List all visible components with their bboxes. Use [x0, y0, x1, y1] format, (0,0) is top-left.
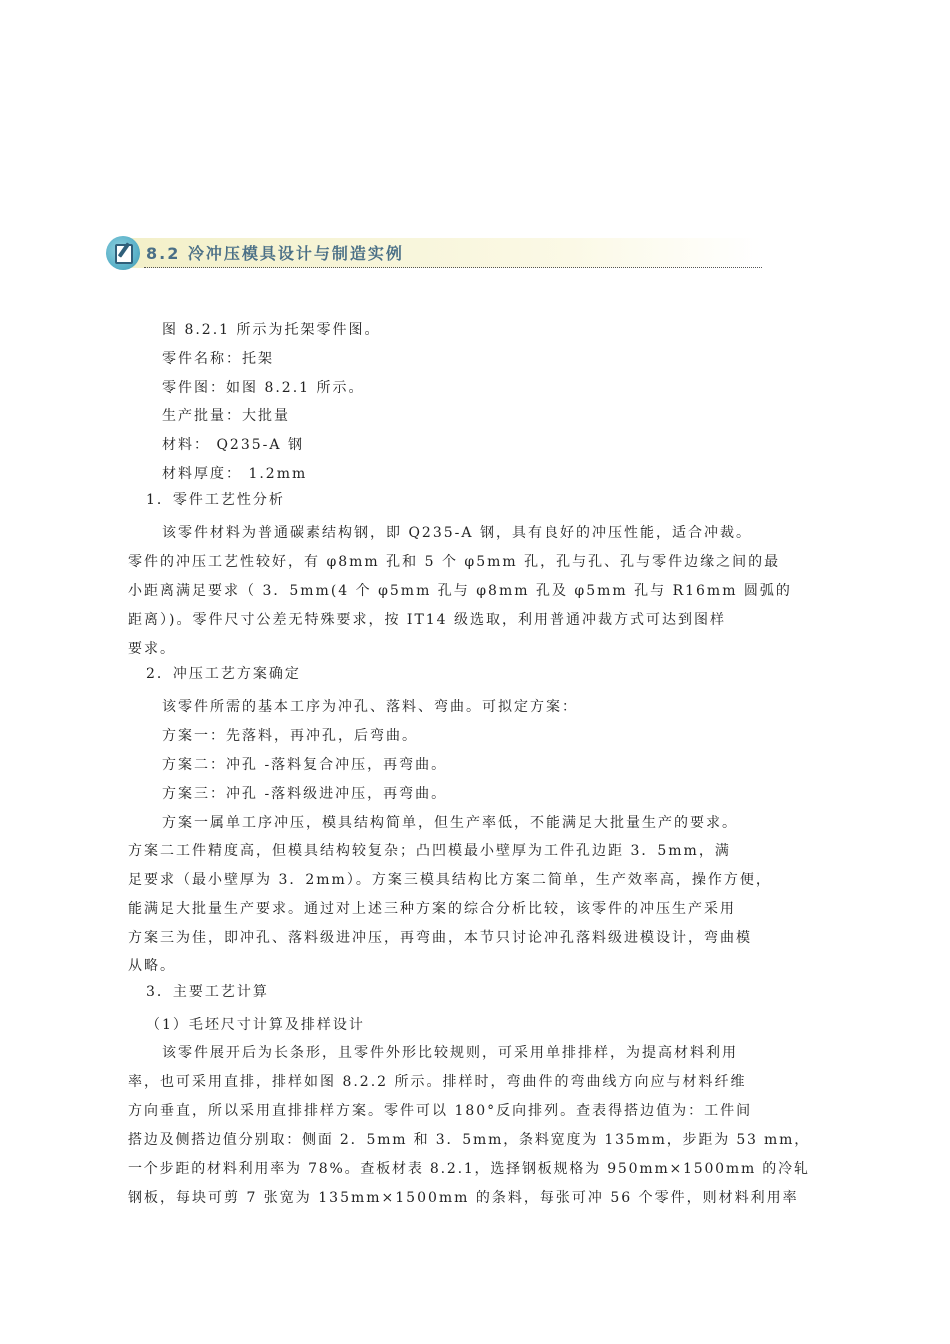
text-line: 生产批量：大批量 [162, 408, 290, 424]
note-icon [106, 236, 140, 270]
text-line: 要求。 [128, 641, 176, 657]
text-line: 方案一：先落料，再冲孔，后弯曲。 [162, 728, 418, 744]
text-line: 零件的冲压工艺性较好，有 φ8mm 孔和 5 个 φ5mm 孔，孔与孔、孔与零件边缘之间的最 [128, 554, 781, 570]
text-line: 方案一属单工序冲压，模具结构简单，但生产率低，不能满足大批量生产的要求。 [162, 815, 738, 831]
text-line: 搭边及侧搭边值分别取：侧面 2．5mm 和 3．5mm，条料宽度为 135mm，步距为 53 mm， [128, 1132, 811, 1148]
text-line: 该零件展开后为长条形，且零件外形比较规则，可采用单排排样，为提高材料利用 [162, 1045, 738, 1061]
section-title: 8.2 冷冲压模具设计与制造实例 [146, 244, 404, 263]
text-line: 3．主要工艺计算 [146, 984, 269, 1000]
text-line: 该零件材料为普通碳素结构钢，即 Q235-A 钢，具有良好的冲压性能，适合冲裁。 [162, 525, 752, 541]
text-line: 方案二工件精度高，但模具结构较复杂；凸凹模最小壁厚为工件孔边距 3．5mm，满 [128, 843, 731, 859]
text-line: 该零件所需的基本工序为冲孔、落料、弯曲。可拟定方案： [162, 699, 578, 715]
text-line: 率，也可采用直排，排样如图 8.2.2 所示。排样时，弯曲件的弯曲线方向应与材料纤维 [128, 1074, 747, 1090]
text-line: 一个步距的材料利用率为 78%。查板材表 8.2.1，选择钢板规格为 950mm×1500mm 的冷轧 [128, 1161, 810, 1177]
text-line: 零件名称：托架 [162, 351, 274, 367]
text-line: 零件图：如图 8.2.1 所示。 [162, 380, 365, 396]
text-line: 图 8.2.1 所示为托架零件图。 [162, 322, 381, 338]
text-line: 小距离满足要求（ 3．5mm(4 个 φ5mm 孔与 φ8mm 孔及 φ5mm 孔与 R16mm 圆弧的 [128, 583, 792, 599]
text-line: 方案三：冲孔 -落料级进冲压，再弯曲。 [162, 786, 448, 802]
text-line: 1．零件工艺性分析 [146, 492, 285, 508]
text-line: 方案三为佳，即冲孔、落料级进冲压，再弯曲，本节只讨论冲孔落料级进模设计，弯曲模 [128, 930, 752, 946]
text-line: （1）毛坯尺寸计算及排样设计 [146, 1017, 365, 1033]
text-line: 足要求（最小壁厚为 3．2mm）。方案三模具结构比方案二简单，生产效率高，操作方便， [128, 872, 772, 888]
text-line: 从略。 [128, 958, 176, 974]
text-line: 方向垂直，所以采用直排排样方案。零件可以 180°反向排列。查表得搭边值为：工件间 [128, 1103, 753, 1119]
text-line: 材料： Q235-A 钢 [162, 437, 304, 453]
text-line: 材料厚度： 1.2mm [162, 466, 308, 482]
text-line: 钢板，每块可剪 7 张宽为 135mm×1500mm 的条料，每张可冲 56 个零件，则材料利用率 [128, 1190, 799, 1206]
text-line: 方案二：冲孔 -落料复合冲压，再弯曲。 [162, 757, 448, 773]
section-header [106, 236, 762, 270]
text-line: 能满足大批量生产要求。通过对上述三种方案的综合分析比较，该零件的冲压生产采用 [128, 901, 736, 917]
text-line: 2．冲压工艺方案确定 [146, 666, 301, 682]
text-line: 距离）)。零件尺寸公差无特殊要求，按 IT14 级选取，利用普通冲裁方式可达到图样 [128, 612, 727, 628]
